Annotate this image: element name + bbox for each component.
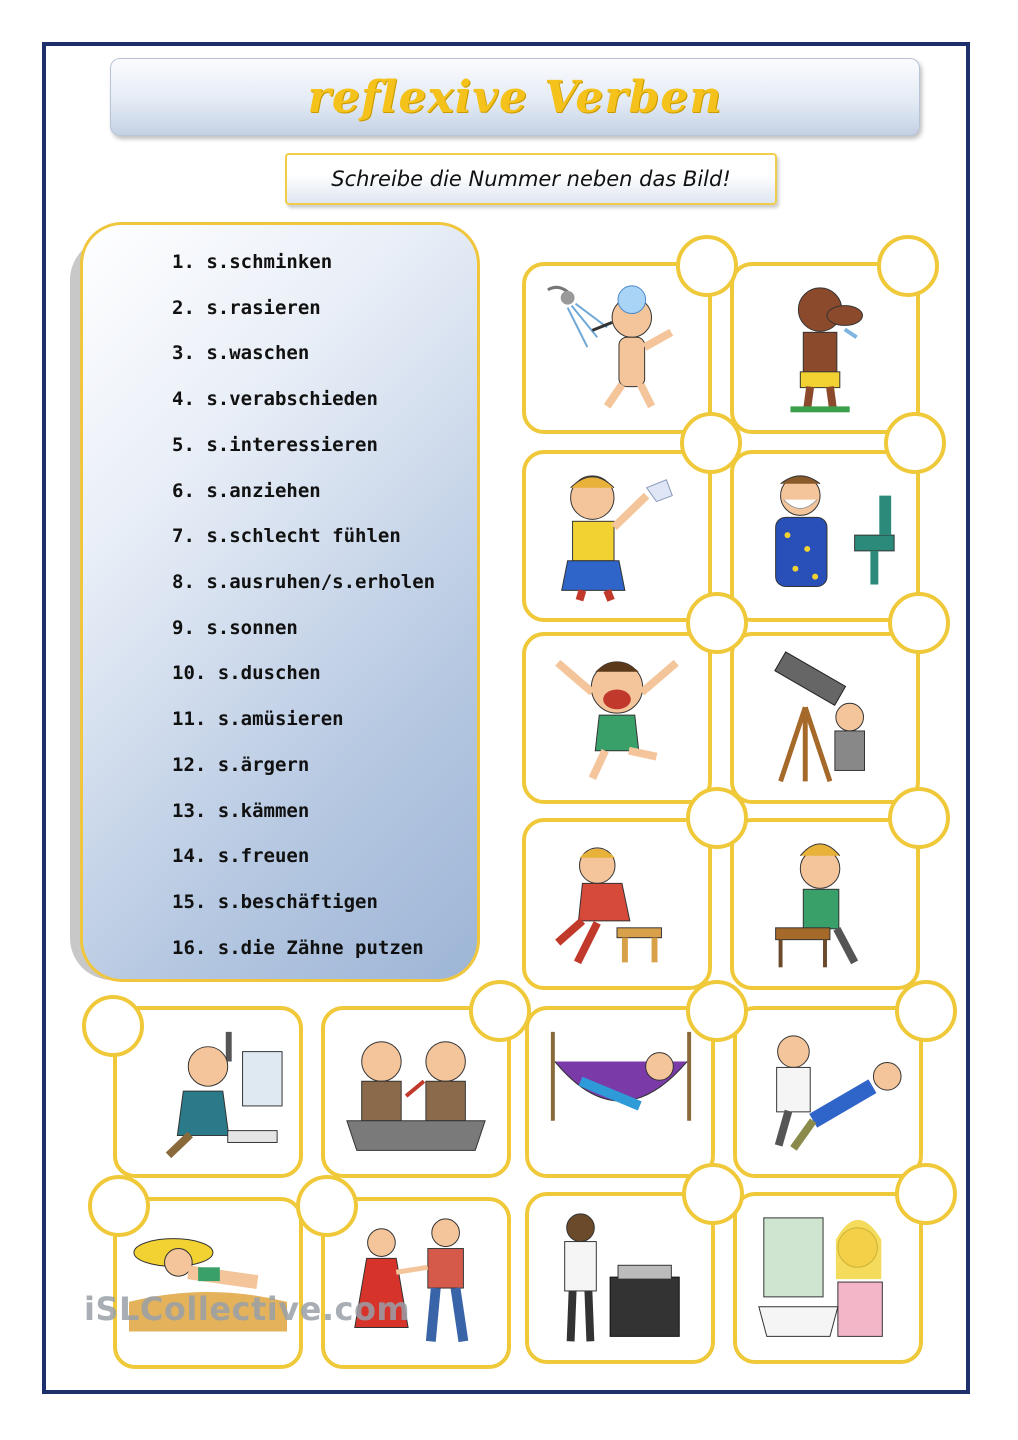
- answer-circle[interactable]: [888, 787, 950, 849]
- verb-item: 4. s.verabschieden: [172, 388, 378, 410]
- verb-item: 8. s.ausruhen/s.erholen: [172, 571, 436, 593]
- page-title: reflexive Verben: [307, 71, 723, 123]
- answer-circle[interactable]: [895, 980, 957, 1042]
- answer-circle[interactable]: [877, 235, 939, 297]
- answer-circle[interactable]: [884, 412, 946, 474]
- picture-card: [730, 632, 920, 804]
- man-in-hammock-icon: [541, 1022, 699, 1160]
- happy-jumping-man-icon: [538, 648, 696, 786]
- verb-item: 6. s.anziehen: [172, 480, 321, 502]
- woman-sunbathing-icon: [129, 1213, 287, 1351]
- verb-item: 11. s.amüsieren: [172, 708, 344, 730]
- picture-card: [522, 450, 712, 622]
- picture-card: [522, 262, 712, 434]
- verb-item: 10. s.duschen: [172, 662, 321, 684]
- verb-item: 15. s.beschäftigen: [172, 891, 378, 913]
- title-banner: [110, 58, 920, 136]
- picture-card: [733, 1006, 923, 1178]
- instruction-text: Schreibe die Nummer neben das Bild!: [331, 167, 731, 191]
- verb-item: 5. s.interessieren: [172, 434, 378, 456]
- shower-man-icon: [538, 278, 696, 416]
- verb-item: 3. s.waschen: [172, 342, 310, 364]
- verb-item: 14. s.freuen: [172, 845, 310, 867]
- picture-card: [730, 818, 920, 990]
- answer-circle[interactable]: [82, 995, 144, 1057]
- child-dressing-icon: [538, 834, 696, 972]
- verb-item: 16. s.die Zähne putzen: [172, 937, 424, 959]
- answer-circle[interactable]: [88, 1175, 150, 1237]
- boy-waving-goodbye-icon: [538, 466, 696, 604]
- instruction-box: [285, 153, 777, 205]
- verb-item: 2. s.rasieren: [172, 297, 321, 319]
- verb-item: 1. s.schminken: [172, 251, 333, 273]
- doctor-and-patient-icon: [749, 1022, 907, 1160]
- picture-card: [522, 632, 712, 804]
- answer-circle[interactable]: [686, 592, 748, 654]
- picture-card: [733, 1192, 923, 1364]
- couple-dancing-icon: [337, 1213, 495, 1351]
- angry-men-argument-icon: [337, 1022, 495, 1160]
- telescope-man-icon: [746, 648, 904, 786]
- answer-circle[interactable]: [686, 980, 748, 1042]
- answer-circle[interactable]: [686, 787, 748, 849]
- verb-item: 12. s.ärgern: [172, 754, 310, 776]
- woman-makeup-mirror-icon: [749, 1208, 907, 1346]
- picture-card: [730, 450, 920, 622]
- sick-man-sneezing-icon: [746, 834, 904, 972]
- answer-circle[interactable]: [296, 1175, 358, 1237]
- man-combing-hair-icon: [129, 1022, 287, 1160]
- verb-item: 13. s.kämmen: [172, 800, 310, 822]
- verb-list-panel: [80, 222, 480, 982]
- verb-item: 7. s.schlecht fühlen: [172, 525, 401, 547]
- answer-circle[interactable]: [676, 235, 738, 297]
- man-shaving-icon: [746, 466, 904, 604]
- picture-card: [522, 818, 712, 990]
- answer-circle[interactable]: [888, 592, 950, 654]
- answer-circle[interactable]: [680, 412, 742, 474]
- man-at-copier-icon: [541, 1208, 699, 1346]
- watermark: iSLCollective.com: [84, 1290, 411, 1328]
- picture-card: [525, 1192, 715, 1364]
- answer-circle[interactable]: [682, 1163, 744, 1225]
- answer-circle[interactable]: [895, 1163, 957, 1225]
- picture-card: [525, 1006, 715, 1178]
- verb-item: 9. s.sonnen: [172, 617, 298, 639]
- brushing-teeth-man-icon: [746, 278, 904, 416]
- answer-circle[interactable]: [469, 980, 531, 1042]
